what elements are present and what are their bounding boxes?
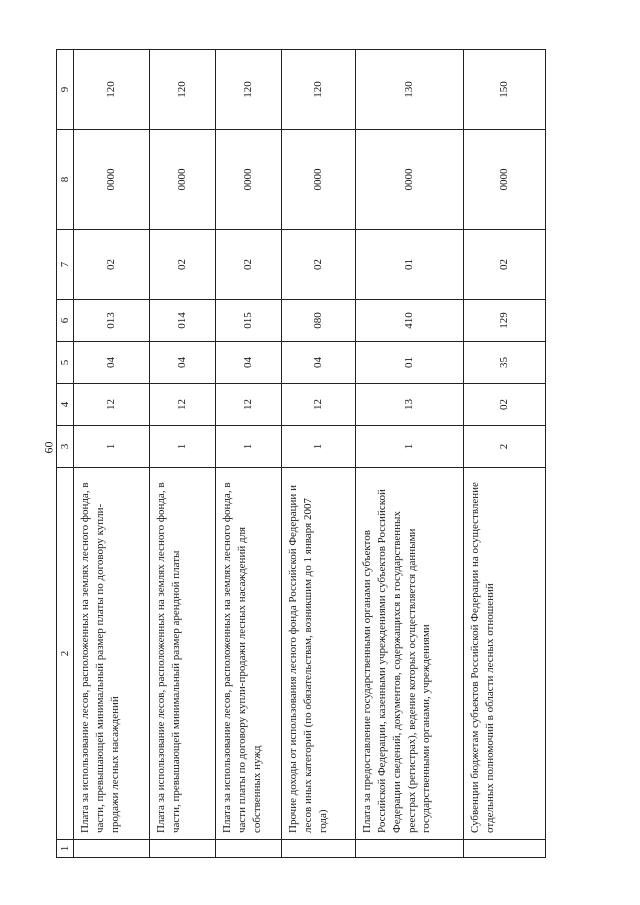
row-code-cell-8: 0000	[74, 130, 150, 230]
row-code-cell-7: 02	[464, 230, 546, 300]
page-number: 60	[41, 441, 56, 454]
row-code-cell-3: 1	[216, 426, 282, 468]
row-code-cell-3: 1	[282, 426, 356, 468]
row-code-cell-1	[464, 840, 546, 858]
row-code-cell-9: 150	[464, 50, 546, 130]
rotated-table-container	[56, 50, 545, 858]
table-row	[356, 50, 464, 858]
row-code-cell-6: 015	[216, 300, 282, 342]
header-col-8: 8	[57, 130, 74, 230]
table-row	[150, 50, 216, 858]
row-code-cell-8: 0000	[216, 130, 282, 230]
row-description-cell: Плата за предоставление государственными органами субъектов Российской Федерации, казенными учреждениями субъектов Российской Федерации сведений, документов, содержащихся в государственных реестрах (регистрах), ведение которых осуществляется данными государственными органами, учреждениями	[356, 468, 464, 840]
row-code-cell-1	[356, 840, 464, 858]
row-code-cell-9: 120	[282, 50, 356, 130]
row-code-cell-7: 02	[216, 230, 282, 300]
header-col-6: 6	[57, 300, 74, 342]
row-code-cell-4: 12	[282, 384, 356, 426]
row-code-cell-6: 013	[74, 300, 150, 342]
row-code-cell-4: 13	[356, 384, 464, 426]
row-code-cell-4: 12	[216, 384, 282, 426]
row-description-cell: Субвенции бюджетам субъектов Российской Федерации на осуществление отдельных полномочий в области лесных отношений	[464, 468, 546, 840]
table-row	[282, 50, 356, 858]
row-code-cell-1	[150, 840, 216, 858]
row-code-cell-1	[216, 840, 282, 858]
header-col-7: 7	[57, 230, 74, 300]
row-code-cell-9: 120	[74, 50, 150, 130]
row-description-cell: Прочие доходы от использования лесного фонда Российской Федерации и лесов иных категорий (по обязательствам, возникшим до 1 января 2007 года)	[282, 468, 356, 840]
header-col-5: 5	[57, 342, 74, 384]
row-code-cell-3: 2	[464, 426, 546, 468]
revenue-codes-table	[56, 49, 546, 858]
row-code-cell-4: 12	[150, 384, 216, 426]
row-code-cell-3: 1	[356, 426, 464, 468]
row-code-cell-7: 01	[356, 230, 464, 300]
row-code-cell-7: 02	[150, 230, 216, 300]
header-col-3: 3	[57, 426, 74, 468]
row-description-cell: Плата за использование лесов, расположенных на землях лесного фонда, в части платы по договору купли-продажи лесных насаждений для собственных нужд	[216, 468, 282, 840]
row-code-cell-8: 0000	[356, 130, 464, 230]
row-code-cell-9: 120	[150, 50, 216, 130]
row-code-cell-5: 04	[216, 342, 282, 384]
table-body	[74, 50, 546, 858]
row-code-cell-7: 02	[282, 230, 356, 300]
row-code-cell-7: 02	[74, 230, 150, 300]
row-description-cell: Плата за использование лесов, расположенных на землях лесного фонда, в части, превышающей минимальный размер арендной платы	[150, 468, 216, 840]
row-code-cell-8: 0000	[282, 130, 356, 230]
header-row	[57, 50, 74, 858]
row-code-cell-9: 130	[356, 50, 464, 130]
row-code-cell-9: 120	[216, 50, 282, 130]
row-code-cell-5: 04	[150, 342, 216, 384]
row-code-cell-5: 01	[356, 342, 464, 384]
row-code-cell-4: 12	[74, 384, 150, 426]
row-code-cell-1	[282, 840, 356, 858]
row-code-cell-3: 1	[150, 426, 216, 468]
row-code-cell-6: 014	[150, 300, 216, 342]
table-row	[216, 50, 282, 858]
table-row	[464, 50, 546, 858]
header-col-9: 9	[57, 50, 74, 130]
row-code-cell-4: 02	[464, 384, 546, 426]
row-code-cell-1	[74, 840, 150, 858]
row-code-cell-8: 0000	[150, 130, 216, 230]
row-code-cell-5: 35	[464, 342, 546, 384]
row-code-cell-6: 410	[356, 300, 464, 342]
row-code-cell-6: 129	[464, 300, 546, 342]
row-code-cell-3: 1	[74, 426, 150, 468]
header-col-2: 2	[57, 468, 74, 840]
table-row	[74, 50, 150, 858]
row-description-cell: Плата за использование лесов, расположенных на землях лесного фонда, в части, превышающей минимальный размер платы по договору купли-продажи лесных насаждений	[74, 468, 150, 840]
header-col-4: 4	[57, 384, 74, 426]
header-col-1: 1	[57, 840, 74, 858]
row-code-cell-5: 04	[282, 342, 356, 384]
row-code-cell-6: 080	[282, 300, 356, 342]
row-code-cell-8: 0000	[464, 130, 546, 230]
row-code-cell-5: 04	[74, 342, 150, 384]
